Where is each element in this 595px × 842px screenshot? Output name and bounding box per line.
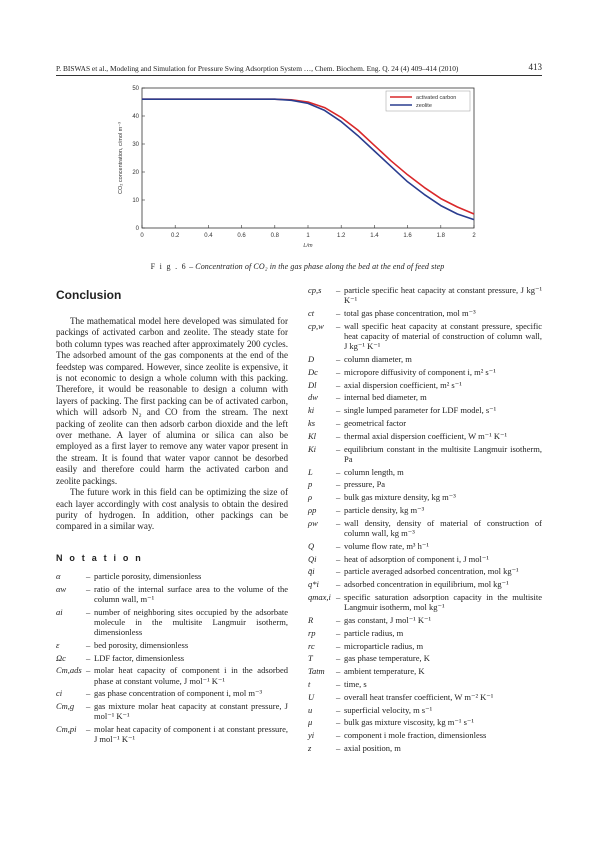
notation-symbol: μ <box>308 717 313 728</box>
notation-symbol: Cm,pi <box>56 724 77 735</box>
notation-symbol: rp <box>308 627 316 638</box>
notation-symbol: Kl <box>308 430 317 441</box>
notation-symbol: ρ <box>308 492 313 503</box>
notation-symbol: T <box>308 653 313 664</box>
notation-description: molar heat capacity of component i at constant pressure, J mol⁻¹ K⁻¹ <box>94 724 288 745</box>
notation-symbol: Ωc <box>56 652 66 663</box>
notation-symbol: Cm,ads <box>56 665 82 676</box>
notation-symbol: dw <box>308 392 318 403</box>
notation-dash: – <box>336 366 341 377</box>
notation-description: bed porosity, dimensionless <box>94 639 189 650</box>
notation-symbol: ct <box>308 308 315 318</box>
notation-item <box>308 666 542 676</box>
notation-dash: – <box>336 614 341 625</box>
notation-item <box>308 705 542 715</box>
notation-dash: – <box>336 553 341 564</box>
x-tick-label: 1.2 <box>337 233 346 239</box>
notation-description: equilibrium constant in the multisite Langmuir isotherm, Pa <box>344 443 542 464</box>
notation-item <box>308 405 542 415</box>
notation-description: particle porosity, dimensionless <box>94 570 202 581</box>
notation-item <box>308 308 542 318</box>
notation-symbol: yi <box>308 730 315 741</box>
notation-description: total gas phase concentration, mol m⁻³ <box>344 308 476 318</box>
notation-dash: – <box>336 691 341 702</box>
notation-symbol: rc <box>308 640 315 651</box>
notation-heading: N o t a t i o n <box>56 552 143 563</box>
notation-item <box>308 479 542 489</box>
notation-symbol: ρw <box>308 517 318 528</box>
notation-description: volume flow rate, m³ h⁻¹ <box>344 540 429 551</box>
notation-dash: – <box>336 417 341 428</box>
notation-symbol: p <box>308 479 313 490</box>
notation-item <box>308 730 542 740</box>
notation-dash: – <box>336 730 341 741</box>
notation-symbol: ks <box>308 417 316 428</box>
notation-list-left <box>56 571 288 745</box>
notation-dash: – <box>86 652 91 663</box>
notation-description: gas phase temperature, K <box>344 653 430 664</box>
page-number: 413 <box>528 62 542 72</box>
notation-description: adsorbed concentration in equilibrium, mol kg⁻¹ <box>344 579 509 590</box>
x-tick-label: 2 <box>472 233 476 239</box>
notation-item <box>308 653 542 663</box>
conclusion-heading: Conclusion <box>56 288 122 302</box>
figure-6 <box>108 82 494 250</box>
notation-description: single lumped parameter for LDF model, s⁻¹ <box>344 405 497 416</box>
notation-description: time, s <box>344 678 367 689</box>
notation-dash: – <box>336 666 341 677</box>
notation-item <box>308 518 542 538</box>
notation-symbol: cp,w <box>308 320 324 331</box>
legend-label: activated carbon <box>416 95 457 101</box>
notation-symbol: R <box>308 614 314 625</box>
notation-symbol: α <box>56 570 61 581</box>
notation-item <box>308 628 542 638</box>
notation-description: heat of adsorption of component i, J mol⁻¹ <box>344 553 489 564</box>
notation-description: ratio of the internal surface area to the volume of the column wall, m⁻¹ <box>94 583 288 604</box>
notation-item <box>56 607 288 638</box>
notation-item <box>308 554 542 564</box>
notation-item <box>308 444 542 464</box>
notation-dash: – <box>336 504 341 515</box>
x-tick-label: 0.2 <box>171 233 180 239</box>
notation-item <box>308 566 542 576</box>
notation-dash: – <box>336 640 341 651</box>
notation-dash: – <box>336 320 341 331</box>
notation-description: number of neighboring sites occupied by the adsorbate molecule in the multisite Langmuir isotherm, dimensionless <box>94 606 288 637</box>
notation-dash: – <box>336 540 341 551</box>
notation-symbol: Qi <box>308 553 317 564</box>
notation-symbol: Dl <box>308 379 317 390</box>
notation-description: pressure, Pa <box>344 479 386 490</box>
notation-symbol: ai <box>56 606 63 617</box>
running-title: P. BISWAS et al., Modeling and Simulation for Pressure Swing Adsorption System …, Chem. Biochem. Eng. Q. 24 (4) 409–414 (2010) <box>56 64 459 73</box>
x-tick-label: 0.6 <box>237 233 246 239</box>
notation-dash: – <box>336 479 341 490</box>
concentration-chart <box>108 82 494 250</box>
y-axis-label: CO₂ concentration, c/mol m⁻³ <box>118 122 124 194</box>
notation-list-right <box>308 285 542 753</box>
notation-description: column length, m <box>344 466 404 477</box>
notation-symbol: u <box>308 704 313 715</box>
notation-dash: – <box>86 639 91 650</box>
notation-dash: – <box>336 591 341 602</box>
notation-symbol: t <box>308 678 311 689</box>
notation-description: particle radius, m <box>344 627 404 638</box>
notation-description: particle averaged adsorbed concentration, mol kg⁻¹ <box>344 566 519 577</box>
notation-symbol: ρp <box>308 504 317 515</box>
notation-symbol: Ki <box>308 443 317 454</box>
notation-description: component i mole fraction, dimensionless <box>344 730 487 741</box>
notation-item <box>308 743 542 753</box>
notation-item <box>308 418 542 428</box>
notation-dash: – <box>86 606 91 617</box>
notation-item <box>308 615 542 625</box>
right-column <box>308 285 542 756</box>
notation-item <box>308 679 542 689</box>
notation-symbol: ci <box>56 688 63 699</box>
notation-description: specific saturation adsorption capacity in the multisite Langmuir isotherm, mol kg⁻¹ <box>344 591 542 613</box>
notation-item <box>308 541 542 551</box>
notation-dash: – <box>336 717 341 728</box>
notation-item <box>308 692 542 702</box>
notation-dash: – <box>336 627 341 638</box>
y-tick-label: 40 <box>132 114 139 120</box>
x-axis-label: L/m <box>303 243 313 249</box>
notation-item <box>308 492 542 502</box>
notation-description: bulk gas mixture density, kg m⁻³ <box>344 492 456 503</box>
notation-symbol: Tatm <box>308 666 325 677</box>
notation-dash: – <box>336 466 341 477</box>
notation-dash: – <box>336 405 341 416</box>
notation-description: gas mixture molar heat capacity at constant pressure, J mol⁻¹ K⁻¹ <box>94 701 288 722</box>
notation-item <box>308 285 542 305</box>
y-tick-label: 10 <box>132 198 139 204</box>
running-header <box>56 63 542 76</box>
notation-item <box>308 321 542 352</box>
notation-dash: – <box>336 704 341 715</box>
notation-item <box>308 641 542 651</box>
notation-description: LDF factor, dimensionless <box>94 652 185 663</box>
notation-dash: – <box>336 742 341 753</box>
notation-item <box>308 592 542 612</box>
x-tick-label: 1.4 <box>370 233 379 239</box>
notation-symbol: q*i <box>308 579 319 590</box>
notation-description: micropore diffusivity of component i, m² s⁻¹ <box>344 366 496 377</box>
x-tick-label: 0.4 <box>204 233 213 239</box>
notation-dash: – <box>336 492 341 503</box>
notation-description: gas phase concentration of component i, mol m⁻³ <box>94 688 263 699</box>
left-column <box>56 285 288 747</box>
y-tick-label: 0 <box>135 226 139 232</box>
notation-dash: – <box>336 379 341 390</box>
legend-label: zeolite <box>416 103 432 109</box>
notation-dash: – <box>336 566 341 577</box>
notation-symbol: ε <box>56 639 60 650</box>
notation-description: wall specific heat capacity at constant pressure, specific heat capacity of material of construction of column wall, J kg⁻¹ K⁻¹ <box>344 320 542 352</box>
notation-dash: – <box>86 583 91 594</box>
notation-symbol: z <box>308 742 312 753</box>
notation-dash: – <box>336 517 341 528</box>
notation-dash: – <box>336 579 341 590</box>
notation-dash: – <box>336 308 341 318</box>
x-tick-label: 0.8 <box>270 233 279 239</box>
notation-description: superficial velocity, m s⁻¹ <box>344 704 433 715</box>
notation-symbol: αw <box>56 583 67 594</box>
notation-item <box>308 467 542 477</box>
notation-description: axial position, m <box>344 742 401 753</box>
notation-item <box>56 688 288 698</box>
notation-description: molar heat capacity of component i in the adsorbed phase at constant volume, J mol⁻¹ K⁻¹ <box>94 665 288 686</box>
notation-item <box>308 505 542 515</box>
notation-symbol: q̄i <box>308 566 315 577</box>
notation-item <box>56 571 288 581</box>
notation-dash: – <box>86 570 91 581</box>
notation-item <box>308 579 542 589</box>
notation-description: ambient temperature, K <box>344 666 425 677</box>
notation-description: overall heat transfer coefficient, W m⁻² K⁻¹ <box>344 691 494 702</box>
notation-item <box>56 724 288 744</box>
notation-item <box>308 367 542 377</box>
notation-description: geometrical factor <box>344 417 407 428</box>
notation-symbol: Q <box>308 540 315 551</box>
notation-description: particle density, kg m⁻³ <box>344 504 425 515</box>
notation-description: axial dispersion coefficient, m² s⁻¹ <box>344 379 462 390</box>
notation-item <box>56 653 288 663</box>
notation-dash: – <box>336 285 341 295</box>
y-tick-label: 20 <box>132 170 139 176</box>
notation-dash: – <box>86 724 91 735</box>
y-tick-label: 30 <box>132 142 139 148</box>
x-tick-label: 1 <box>306 233 310 239</box>
notation-item <box>56 584 288 604</box>
x-tick-label: 0 <box>140 233 144 239</box>
notation-dash: – <box>336 430 341 441</box>
figure-caption <box>0 262 595 271</box>
conclusion-paragraph-2: The future work in this field can be optimizing the size of each layer accordingly with cost analysis to obtain the desired purity of hydrogen. In addition, other packings can be compared in a similar way. <box>56 487 288 532</box>
notation-item <box>308 380 542 390</box>
notation-dash: – <box>336 653 341 664</box>
notation-dash: – <box>336 443 341 454</box>
x-tick-label: 1.6 <box>403 233 412 239</box>
notation-description: column diameter, m <box>344 354 412 364</box>
notation-description: gas constant, J mol⁻¹ K⁻¹ <box>344 614 432 625</box>
notation-dash: – <box>336 678 341 689</box>
notation-description: internal bed diameter, m <box>344 392 427 403</box>
notation-description: particle specific heat capacity at constant pressure, J kg⁻¹ K⁻¹ <box>344 285 542 306</box>
notation-item <box>56 665 288 685</box>
notation-item <box>308 431 542 441</box>
caption-label: F i g . 6 <box>150 262 187 271</box>
notation-item <box>56 640 288 650</box>
notation-dash: – <box>336 392 341 403</box>
notation-symbol: L <box>308 466 313 477</box>
series-line <box>142 99 474 219</box>
notation-symbol: U <box>308 691 315 702</box>
notation-symbol: cp,s <box>308 285 322 295</box>
caption-text: – Concentration of CO₂ in the gas phase along the bed at the end of feed step <box>186 262 445 271</box>
x-tick-label: 1.8 <box>436 233 445 239</box>
notation-description: thermal axial dispersion coefficient, W m⁻¹ K⁻¹ <box>344 430 508 441</box>
notation-symbol: ki <box>308 405 315 416</box>
notation-symbol: Cm,g <box>56 701 75 712</box>
series-line <box>142 99 474 214</box>
notation-dash: – <box>336 354 341 364</box>
notation-item <box>308 392 542 402</box>
notation-symbol: qmax,i <box>308 591 331 602</box>
notation-item <box>308 354 542 364</box>
notation-item <box>56 701 288 721</box>
y-tick-label: 50 <box>132 86 139 92</box>
notation-dash: – <box>86 665 91 676</box>
notation-description: wall density, density of material of construction of column wall, kg m⁻³ <box>344 517 542 538</box>
notation-dash: – <box>86 701 91 712</box>
conclusion-paragraph-1: The mathematical model here developed was simulated for packings of activated carbon and zeolite. The steady state for both column types was reached after approximately 200 cycles. The adsorbed amount of the gas components at the end of the feedstep was compared. However, since zeolite is expensive, it is not economic to design a whole column with this packing. Therefore, it would be reasonable to design a column with layers of packing. The first packing can be of activated carbon, which will adsorb N₂ and CO from the stream. The next packing of zeolite can then adsorb carbon dioxide and the left over methane. A layer of alumina or silica can also be employed as a first layer to remove any water vapor present in the stream. It is found that water vapor cannot be desorbed easily and therefore could harm the activated carbon and zeolite packings. <box>56 316 288 486</box>
notation-item <box>308 717 542 727</box>
notation-symbol: D <box>308 354 315 364</box>
notation-dash: – <box>86 688 91 699</box>
notation-description: microparticle radius, m <box>344 640 424 651</box>
notation-symbol: Dc <box>308 366 318 377</box>
notation-description: bulk gas mixture viscosity, kg m⁻¹ s⁻¹ <box>344 717 474 728</box>
